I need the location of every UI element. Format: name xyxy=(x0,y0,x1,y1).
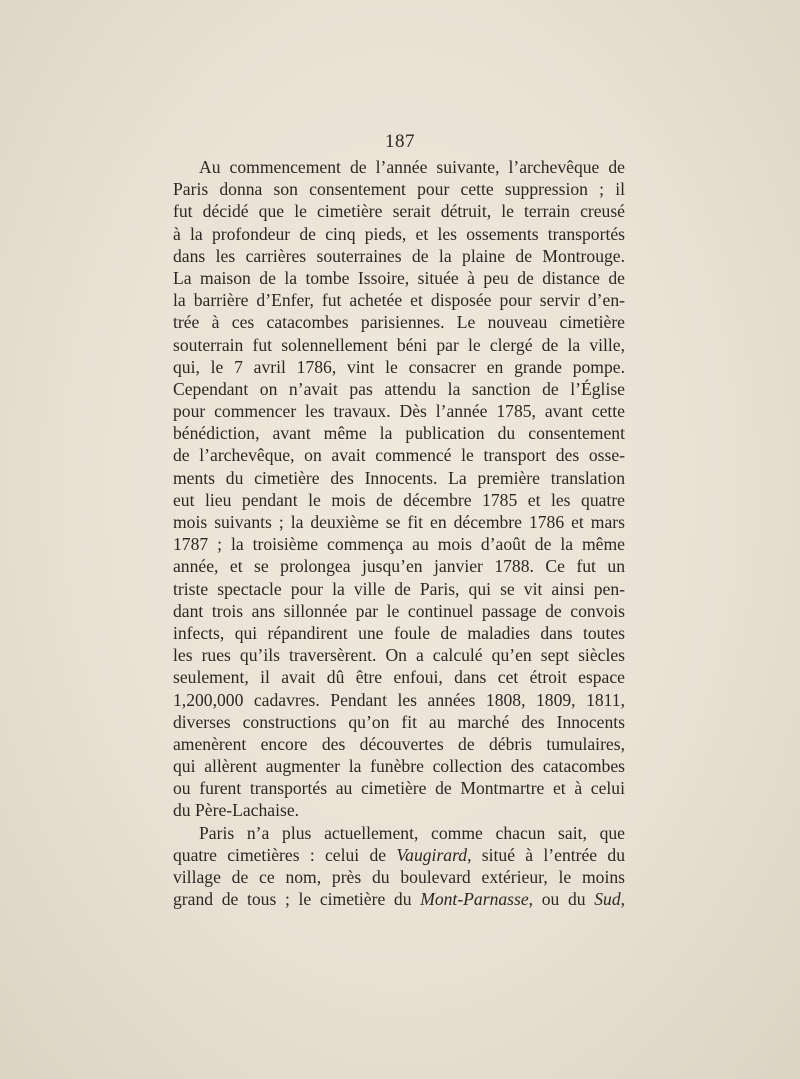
body-text xyxy=(173,156,625,910)
italic-place-name: Vaugirard xyxy=(396,844,468,865)
text-line: Paris n’a plus actuellement, comme chacun sait, que xyxy=(199,822,625,843)
text-line: Paris donna son consentement pour cette suppression ; il xyxy=(173,179,625,200)
text-line: trée à ces catacombes parisiennes. Le nouveau cimetière xyxy=(173,312,625,333)
text-line: village de ce nom, près du boulevard extérieur, le moins xyxy=(173,867,625,887)
text-fragment: , xyxy=(620,889,626,910)
text-line: à la profondeur de cinq pieds, et les ossements transportés xyxy=(173,223,625,244)
italic-place-name: Sud xyxy=(594,889,621,910)
text-fragment: , ou du xyxy=(528,889,595,910)
text-fragment: quatre cimetières : celui de xyxy=(173,844,397,865)
text-line: bénédiction, avant même la publication du consentement xyxy=(173,423,625,444)
text-line: 1,200,000 cadavres. Pendant les années 1808, 1809, 1811, xyxy=(173,689,625,710)
text-line: eut lieu pendant le mois de décembre 1785 et les quatre xyxy=(173,489,625,510)
text-line: du Père-Lachaise. xyxy=(173,800,300,821)
text-line-mixed xyxy=(173,888,625,910)
text-line: mois suivants ; la deuxième se fit en décembre 1786 et mars xyxy=(173,512,625,532)
text-line: de l’archevêque, on avait commencé le transport des osse- xyxy=(173,445,625,466)
text-line: seulement, il avait dû être enfoui, dans cet étroit espace xyxy=(173,667,625,688)
text-line: pour commencer les travaux. Dès l’année 1785, avant cette xyxy=(173,401,625,422)
text-line-mixed xyxy=(173,844,625,866)
text-line: amenèrent encore des découvertes de débris tumulaires, xyxy=(173,733,625,754)
text-line: ments du cimetière des Innocents. La première translation xyxy=(173,467,625,488)
text-line: triste spectacle pour la ville de Paris, qui se vit ainsi pen- xyxy=(173,578,625,599)
text-fragment: , situé à l’entrée du xyxy=(467,844,625,865)
text-line: dans les carrières souterraines de la plaine de Montrouge. xyxy=(173,245,625,266)
text-line: qui allèrent augmenter la funèbre collection des catacombes xyxy=(173,756,625,777)
text-line: 1787 ; la troisième commença au mois d’août de la même xyxy=(173,534,625,555)
text-line: La maison de la tombe Issoire, située à peu de distance de xyxy=(173,267,625,288)
page-number: 187 xyxy=(385,131,415,152)
text-line: Cependant on n’avait pas attendu la sanction de l’Église xyxy=(173,378,625,399)
text-line: les rues qu’ils traversèrent. On a calculé qu’en sept siècles xyxy=(173,645,625,666)
text-line: infects, qui répandirent une foule de maladies dans toutes xyxy=(173,622,625,643)
text-line: dant trois ans sillonnée par le continuel passage de convois xyxy=(173,600,625,621)
text-line: fut décidé que le cimetière serait détruit, le terrain creusé xyxy=(173,201,625,222)
text-line: année, et se prolongea jusqu’en janvier 1788. Ce fut un xyxy=(173,556,625,577)
text-line: qui, le 7 avril 1786, vint le consacrer en grande pompe. xyxy=(173,356,625,377)
text-line: la barrière d’Enfer, fut achetée et disposée pour servir d’en- xyxy=(173,290,625,311)
italic-place-name: Mont-Parnasse xyxy=(420,889,529,910)
text-line: Au commencement de l’année suivante, l’archevêque de xyxy=(199,157,625,177)
text-line: diverses constructions qu’on fit au marché des Innocents xyxy=(173,711,625,732)
text-line: ou furent transportés au cimetière de Montmartre et à celui xyxy=(173,778,625,799)
text-line: souterrain fut solennellement béni par le clergé de la ville, xyxy=(173,334,625,355)
text-fragment: grand de tous ; le cimetière du xyxy=(173,889,421,910)
